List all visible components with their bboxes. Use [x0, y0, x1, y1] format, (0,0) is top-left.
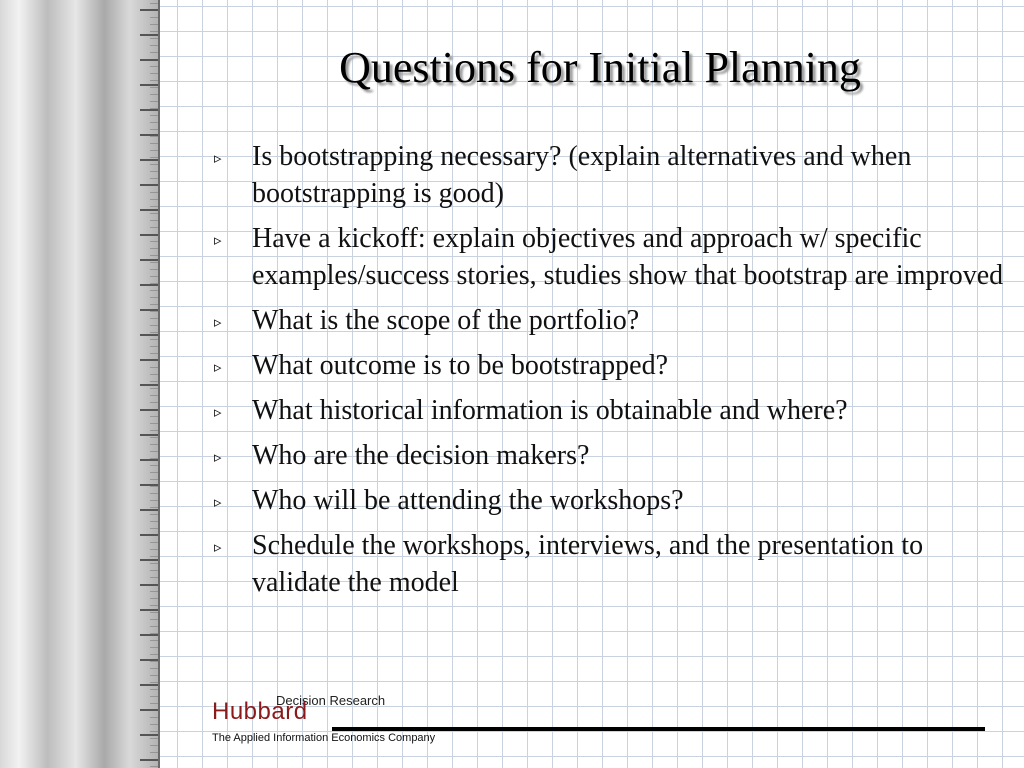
logo-subtitle: Decision Research	[276, 693, 386, 708]
bullet-item	[214, 347, 1004, 384]
bullet-marker-icon: ▹	[214, 231, 222, 249]
bullet-text: Schedule the workshops, interviews, and the presentation to validate the model	[252, 530, 924, 598]
bullet-text: Is bootstrapping necessary? (explain alternatives and when bootstrapping is good)	[252, 141, 912, 209]
bullet-text: What historical information is obtainable and where?	[252, 395, 848, 426]
bullet-text: What is the scope of the portfolio?	[252, 305, 640, 336]
logo-tagline: The Applied Information Economics Company	[212, 732, 436, 744]
bullet-item	[214, 138, 1004, 212]
logo-name: Hubbard	[212, 698, 308, 725]
bullet-marker-icon: ▹	[214, 358, 222, 376]
bullet-marker-icon: ▹	[214, 149, 222, 167]
bullet-item	[214, 220, 1004, 294]
bullet-item	[214, 527, 1004, 601]
bullet-marker-icon: ▹	[214, 538, 222, 556]
bullet-text: Who are the decision makers?	[252, 440, 590, 471]
bullet-list	[214, 138, 1004, 609]
bullet-marker-icon: ▹	[214, 493, 222, 511]
logo-rule	[332, 727, 985, 731]
bullet-text: What outcome is to be bootstrapped?	[252, 350, 668, 381]
bullet-marker-icon: ▹	[214, 313, 222, 331]
bullet-text: Who will be attending the workshops?	[252, 485, 684, 516]
bullet-marker-icon: ▹	[214, 403, 222, 421]
bullet-text: Have a kickoff: explain objectives and approach w/ specific examples/success stories, studies show that bootstrap are improved	[252, 223, 1004, 291]
bullet-item	[214, 392, 1004, 429]
bullet-item	[214, 302, 1004, 339]
bullet-marker-icon: ▹	[214, 448, 222, 466]
metal-side-rail	[0, 0, 160, 768]
slide-title: Questions for Initial Planning	[339, 43, 861, 92]
company-logo	[212, 690, 992, 750]
bullet-item	[214, 437, 1004, 474]
bullet-item	[214, 482, 1004, 519]
